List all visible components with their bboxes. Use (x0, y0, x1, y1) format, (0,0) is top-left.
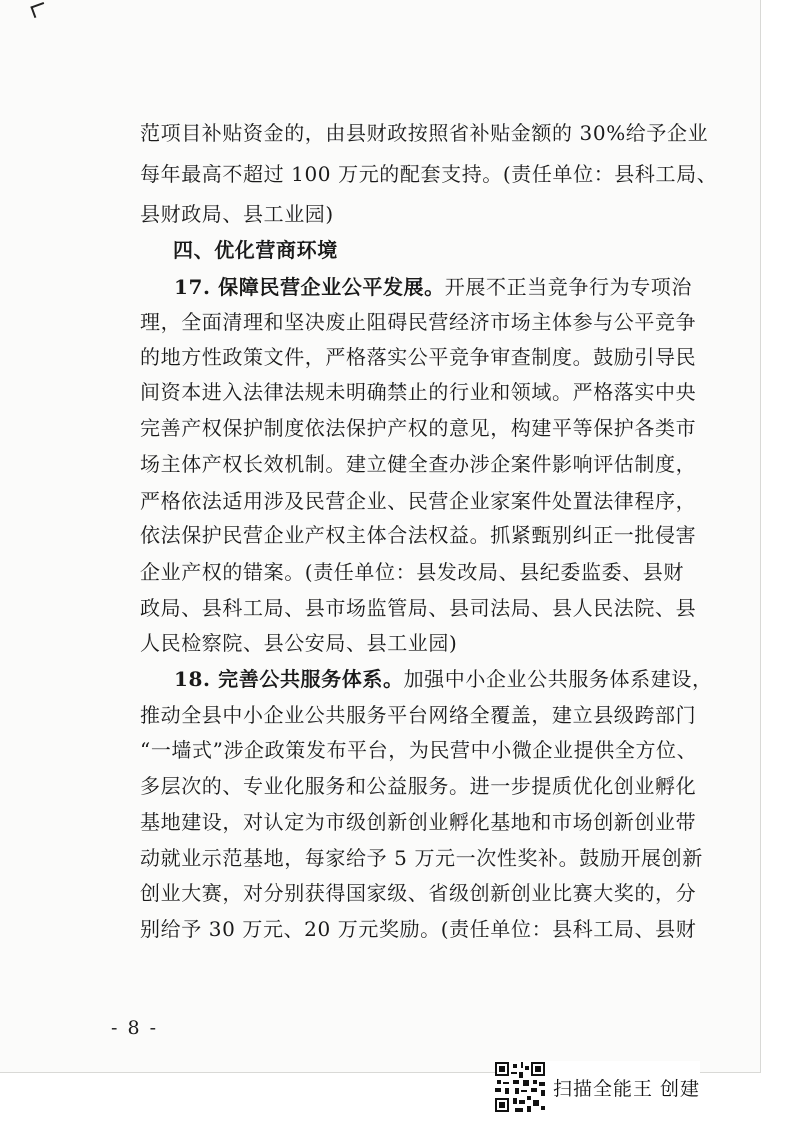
text-line: 县财政局、县工业园) (140, 202, 334, 226)
item-17-title: 17. 保障民营企业公平发展。 (174, 275, 445, 299)
text-line: 多层次的、专业化服务和公益服务。进一步提质优化创业孵化 (140, 774, 697, 798)
text-line: 范项目补贴资金的，由县财政按照省补贴金额的 30%给予企业 (140, 121, 709, 145)
page-number: - 8 - (111, 1017, 159, 1039)
text-line: 理，全面清理和坚决废止阻碍民营经济市场主体参与公平竞争 (140, 310, 697, 334)
text-line: 基地建设，对认定为市级创新创业孵化基地和市场创新创业带 (140, 810, 697, 834)
text-line: 每年最高不超过 100 万元的配套支持。(责任单位：县科工局、 (140, 162, 718, 186)
item-17-first-line-text: 开展不正当竞争行为专项治 (444, 275, 692, 299)
qr-code-icon (495, 1062, 545, 1112)
watermark-text: 扫描全能王 创建 (553, 1077, 701, 1100)
text-line: 间资本进入法律法规未明确禁止的行业和领域。严格落实中央 (140, 380, 697, 404)
text-line: 政局、县科工局、县市场监管局、县司法局、县人民法院、县 (140, 596, 697, 620)
text-line: 企业产权的错案。(责任单位：县发改局、县纪委监委、县财 (140, 560, 685, 584)
item-17-first-line (174, 275, 692, 299)
text-line: 依法保护民营企业产权主体合法权益。抓紧甄别纠正一批侵害 (140, 523, 697, 547)
text-line: 创业大赛，对分别获得国家级、省级创新创业比赛大奖的，分 (140, 881, 697, 905)
text-line: 严格依法适用涉及民营企业、民营企业家案件处置法律程序， (140, 489, 697, 513)
text-line: 的地方性政策文件，严格落实公平竞争审查制度。鼓励引导民 (140, 345, 697, 369)
text-line: 完善产权保护制度依法保护产权的意见，构建平等保护各类市 (140, 416, 697, 440)
text-line: “一墙式”涉企政策发布平台，为民营中小微企业提供全方位、 (140, 738, 698, 762)
scanner-watermark (495, 1061, 700, 1113)
text-line: 人民检察院、县公安局、县工业园) (140, 631, 458, 655)
scan-corner-mark (30, 2, 47, 18)
item-18-first-line-text: 加强中小企业公共服务体系建设， (403, 667, 713, 691)
section-heading: 四、优化营商环境 (173, 238, 338, 262)
text-line: 动就业示范基地，每家给予 5 万元一次性奖补。鼓励开展创新 (140, 846, 703, 870)
item-18-first-line (174, 667, 713, 691)
item-18-title: 18. 完善公共服务体系。 (174, 667, 404, 691)
text-line: 别给予 30 万元、20 万元奖励。(责任单位：县科工局、县财 (140, 917, 697, 941)
text-line: 推动全县中小企业公共服务平台网络全覆盖，建立县级跨部门 (140, 703, 697, 727)
text-line: 场主体产权长效机制。建立健全查办涉企案件影响评估制度， (140, 452, 697, 476)
